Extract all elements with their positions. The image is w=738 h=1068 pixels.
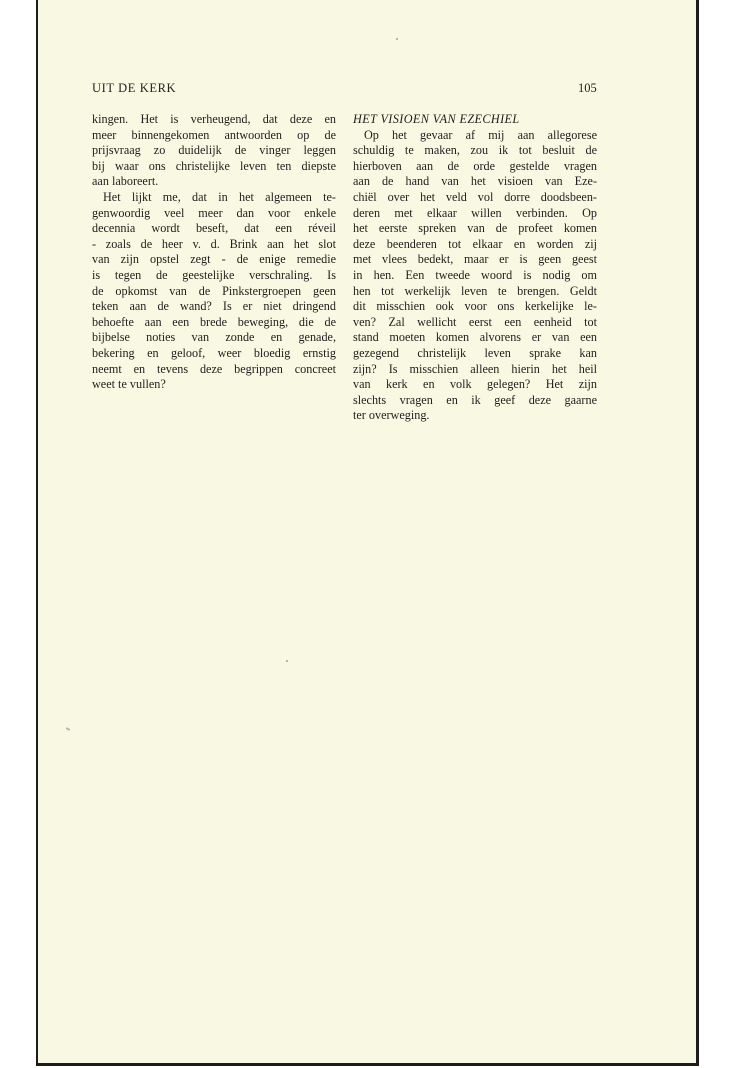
paragraph [92, 190, 336, 393]
text-line: teken aan de wand? Is er niet dringend [92, 299, 336, 314]
text-line: aan laboreert. [92, 174, 159, 189]
text-line: zijn? Is misschien alleen hierin het heil [353, 361, 597, 376]
text-line: van zijn opstel zegt - de enige remedie [92, 252, 336, 267]
text-line: schuldig te maken, zou ik tot besluit de [353, 143, 597, 158]
text-line: kingen. Het is verheugend, dat deze en [92, 112, 336, 126]
paragraph [92, 112, 336, 190]
text-line: de opkomst van de Pinkstergroepen geen [92, 283, 336, 298]
text-line: bekering en geloof, weer bloedig ernstig [92, 345, 336, 360]
text-line: is tegen de geestelijke verschraling. Is [92, 267, 336, 282]
text-line: hierboven aan de orde gestelde vragen [353, 158, 597, 173]
text-line: van kerk en volk gelegen? Het zijn [353, 377, 597, 392]
paper-speck [286, 660, 288, 662]
section-title: HET VISIOEN VAN EZECHIEL [353, 112, 520, 126]
paper-speck [396, 38, 398, 40]
text-line: genwoordig veel meer dan voor enkele [92, 205, 336, 220]
text-line: in hen. Een tweede woord is nodig om [353, 267, 597, 282]
text-line: het eerste spreken van de profeet komen [353, 221, 597, 236]
right-column [353, 112, 597, 424]
text-line: hen tot werkelijk leven te brengen. Geldt [353, 283, 597, 298]
page-edge-right [696, 0, 699, 1066]
text-line: weet te vullen? [92, 377, 166, 392]
text-line: gezegend christelijk leven sprake kan [353, 345, 597, 360]
text-line: stand moeten komen alvorens er van een [353, 330, 597, 345]
text-line: deze beenderen tot elkaar en worden zij [353, 236, 597, 251]
page-edge-left [36, 0, 38, 1066]
text-line: met vlees bedekt, maar er is geen geest [353, 252, 597, 267]
text-line: bij waar ons christelijke leven ten diepste [92, 158, 336, 173]
left-column [92, 112, 336, 393]
text-line: dit misschien ook voor ons kerkelijke le- [353, 299, 597, 314]
page-number: 105 [578, 81, 597, 95]
running-head: UIT DE KERK [92, 81, 177, 95]
page-edge-bottom [36, 1063, 699, 1066]
text-line: behoefte aan een brede beweging, die de [92, 314, 336, 329]
text-line: slechts vragen en ik geef deze gaarne [353, 392, 597, 407]
text-line: prijsvraag zo duidelijk de vinger leggen [92, 143, 336, 158]
text-line: ter overweging. [353, 408, 430, 423]
paragraph [353, 128, 597, 424]
text-line: Op het gevaar af mij aan allegorese [364, 127, 597, 142]
text-line: meer binnengekomen antwoorden op de [92, 127, 336, 142]
text-line: - zoals de heer v. d. Brink aan het slot [92, 236, 336, 251]
text-line: ven? Zal wellicht eerst een eenheid tot [353, 314, 597, 329]
text-line: aan de hand van het visioen van Eze- [353, 174, 597, 189]
text-line: decennia wordt beseft, dat een réveil [92, 221, 336, 236]
text-line: bijbelse noties van zonde en genade, [92, 330, 336, 345]
text-line: deren met elkaar willen verbinden. Op [353, 205, 597, 220]
text-line: chiël over het veld vol dorre doodsbeen- [353, 189, 597, 204]
text-line: Het lijkt me, dat in het algemeen te- [103, 189, 336, 204]
text-line: neemt en tevens deze begrippen concreet [92, 361, 336, 376]
